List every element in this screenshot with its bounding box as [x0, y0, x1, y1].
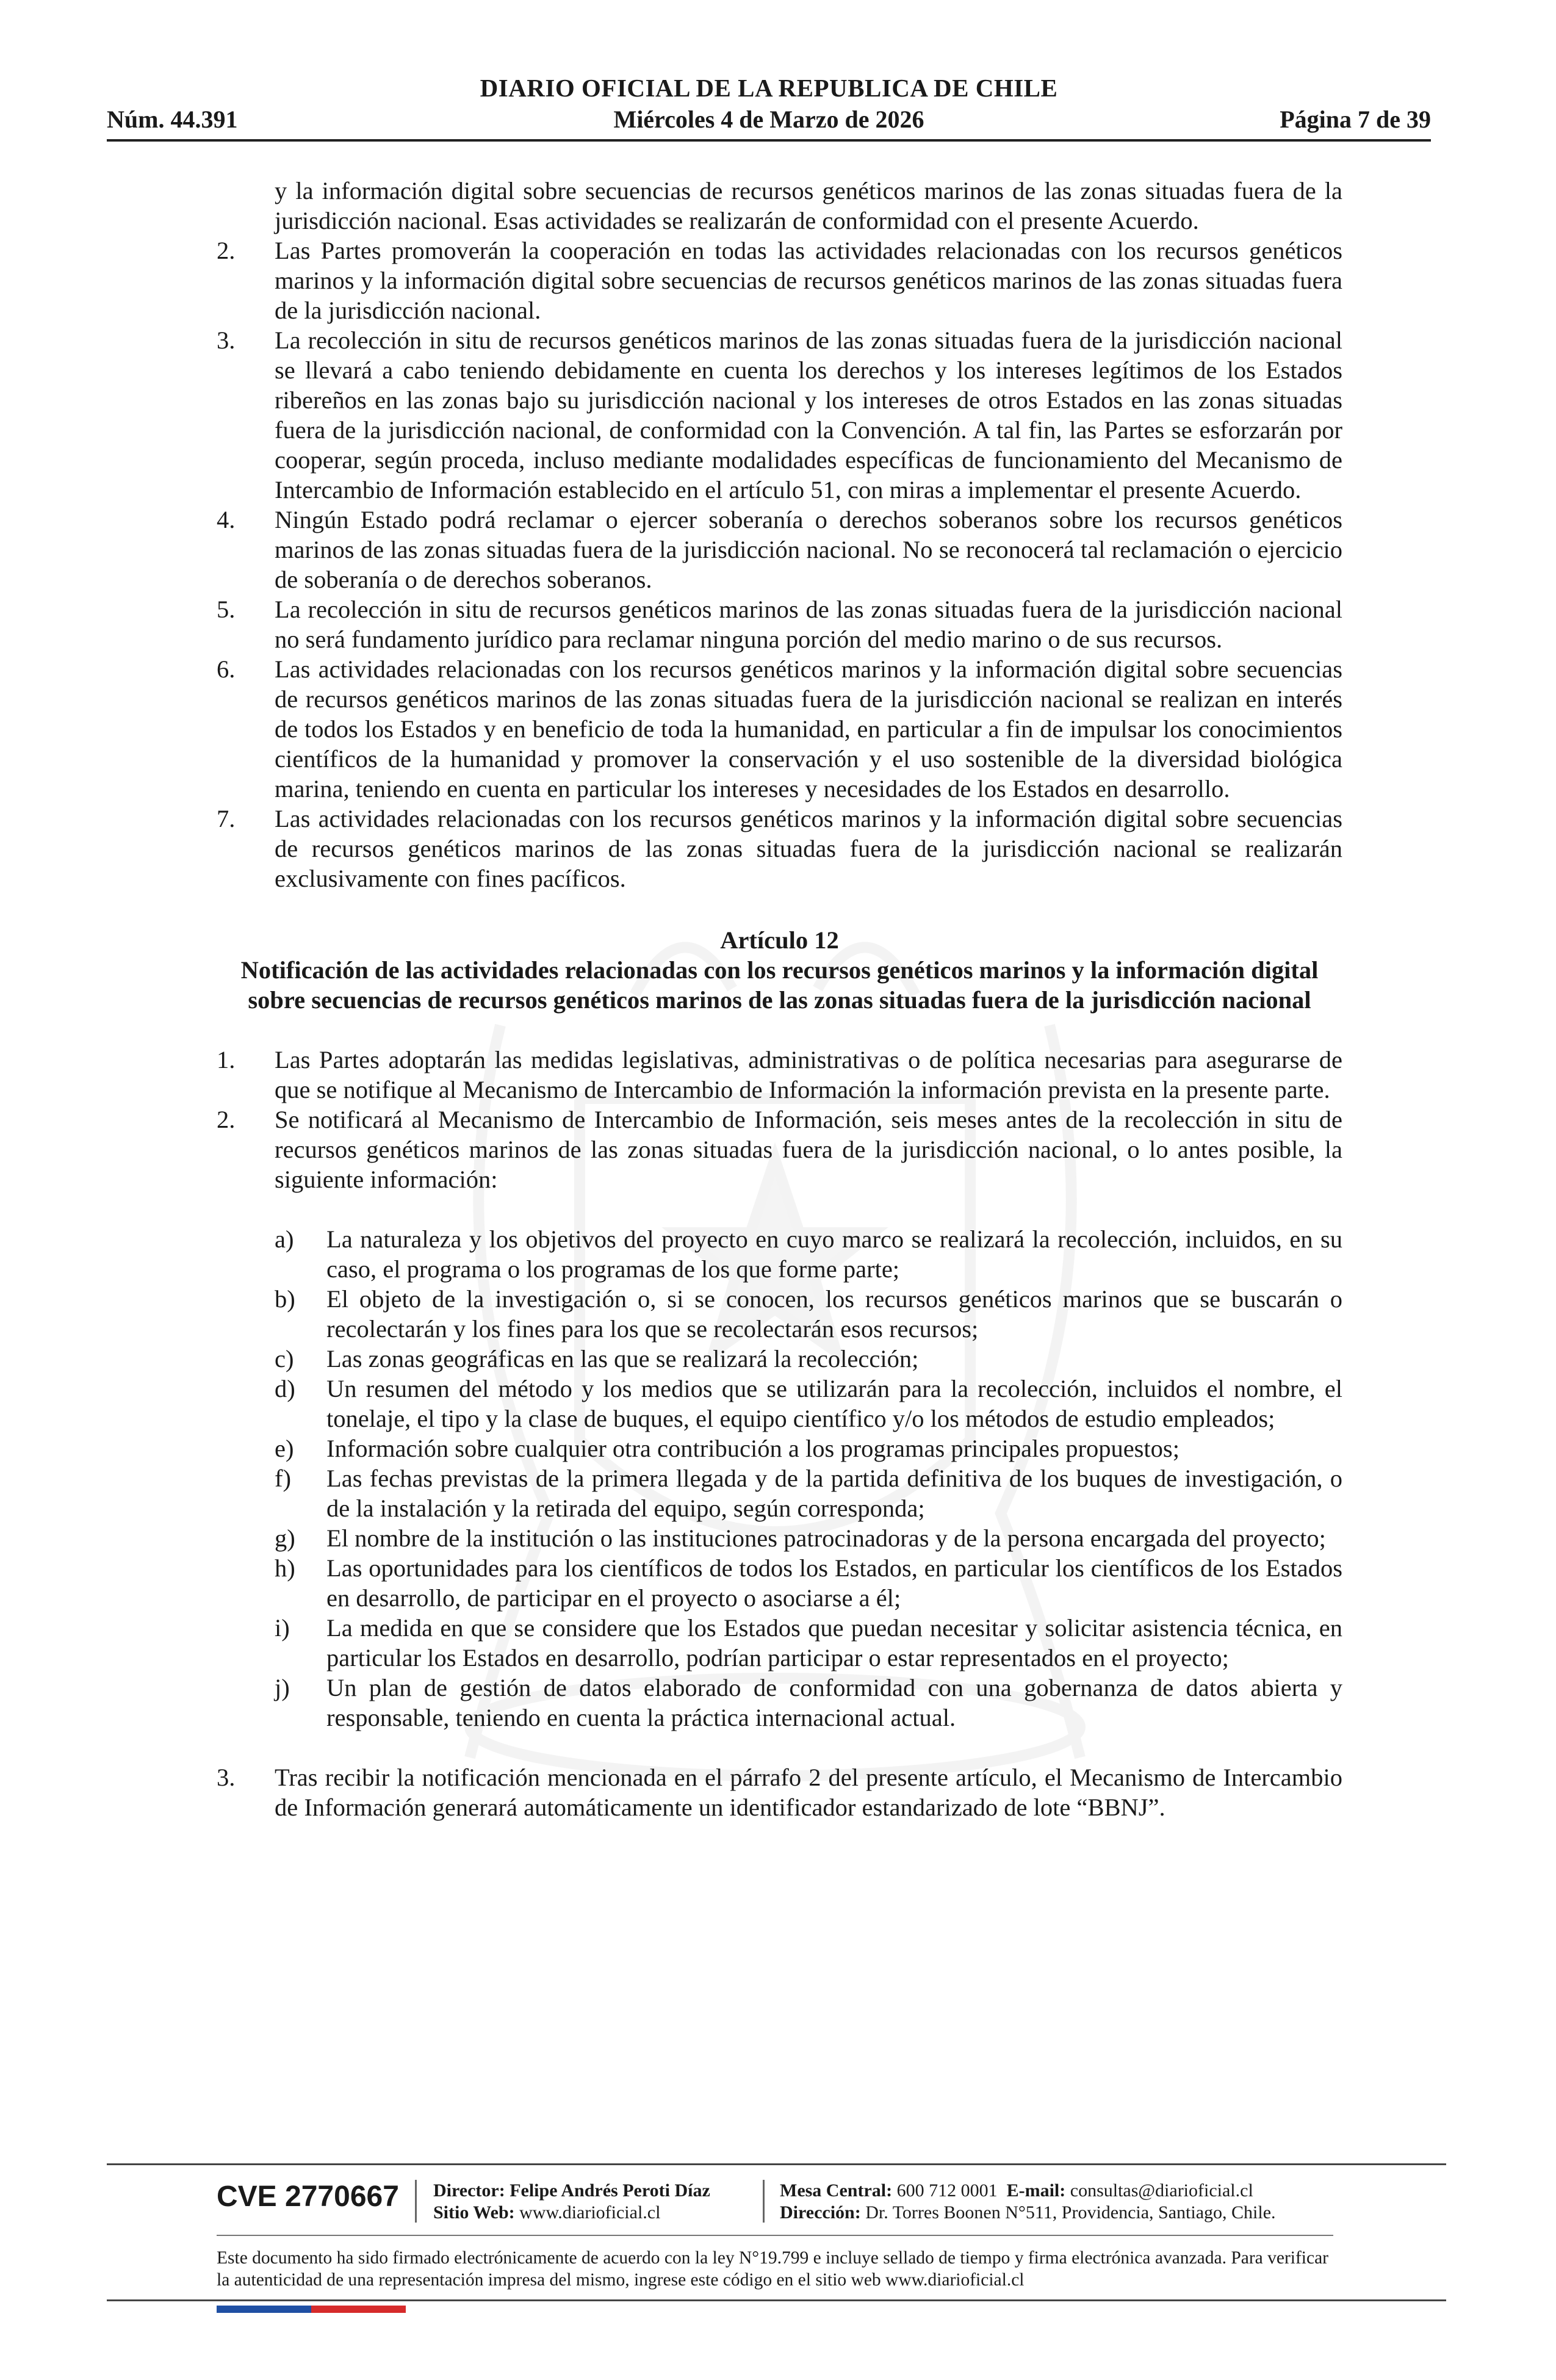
flag-stripe-red [311, 2306, 406, 2313]
paragraph-number: 5. [217, 596, 236, 623]
document-body [217, 176, 1342, 1822]
publication-title: DIARIO OFICIAL DE LA REPUBLICA DE CHILE [480, 74, 1058, 102]
item-text: Las fechas previstas de la primera llegada y de la partida definitiva de los buques de investigación, o de la instalación y la retirada del equipo, según corresponda; [326, 1465, 1342, 1522]
spacer [217, 1194, 1342, 1224]
item-text: La medida en que se considere que los Estados que puedan necesitar y solicitar asistencia técnica, en particular los Estados en desarrollo, podrían participar o estar representados en el proyecto; [326, 1614, 1342, 1671]
paragraph-text: La recolección in situ de recursos genéticos marinos de las zonas situadas fuera de la jurisdicción nacional no será fundamento jurídico para reclamar ninguna porción del medio marino o de sus recursos. [275, 596, 1342, 653]
phone-label: Mesa Central: [780, 2180, 893, 2201]
paragraph-text: La recolección in situ de recursos genéticos marinos de las zonas situadas fuera de la jurisdicción nacional se llevará a cabo teniendo debidamente en cuenta los derechos y los intereses legítimos de los Estados ribereños en las zonas bajo su jurisdicción nacional y los intereses de otros Estados en las zonas situadas fuera de la jurisdicción nacional, de conformidad con la Convención. A tal fin, las Partes se esforzarán por cooperar, según proceda, incluso mediante modalidades específicas de funcionamiento del Mecanismo de Intercambio de Información establecido en el artículo 51, con miras a implementar el presente Acuerdo. [275, 326, 1342, 503]
footer-rule [107, 2163, 1446, 2165]
item-text: Un plan de gestión de datos elaborado de conformidad con una gobernanza de datos abierta y responsable, teniendo en cuenta la práctica internacional actual. [326, 1674, 1342, 1731]
item-letter: f) [275, 1465, 291, 1492]
item-text: El objeto de la investigación o, si se conocen, los recursos genéticos marinos que se buscarán o recolectarán y los fines para los que se recolectarán esos recursos; [326, 1285, 1342, 1343]
item-letter: i) [275, 1614, 290, 1642]
article-heading: Artículo 12 [720, 926, 839, 954]
paragraph-text: Tras recibir la notificación mencionada en el párrafo 2 del presente artículo, el Mecanismo de Intercambio de Información generará automáticamente un identificador estandarizado de lote “BBNJ”. [275, 1764, 1342, 1821]
paragraph-number: 4. [217, 506, 236, 533]
list-item [217, 1553, 1342, 1613]
list-item [217, 1224, 1342, 1284]
paragraph-number: 6. [217, 655, 236, 683]
item-text: La naturaleza y los objetivos del proyecto en cuyo marco se realizará la recolección, incluidos, en su caso, el programa o los programas de los que forme parte; [326, 1225, 1342, 1283]
paragraph-text: Ningún Estado podrá reclamar o ejercer soberanía o derechos soberanos sobre los recursos genéticos marinos de las zonas situadas fuera de la jurisdicción nacional. No se reconocerá tal reclamación o ejercicio de soberanía o de derechos soberanos. [275, 506, 1342, 593]
address-value: Dr. Torres Boonen N°511, Providencia, Santiago, Chile. [865, 2202, 1276, 2223]
list-item [217, 1284, 1342, 1344]
site-label: Sitio Web: [433, 2202, 515, 2223]
item-letter: h) [275, 1554, 295, 1582]
article-title: Notificación de las actividades relacionadas con los recursos genéticos marinos y la información digital sobre secuencias de recursos genéticos marinos de las zonas situadas fuera de la jurisdicción nacional [240, 956, 1319, 1014]
paragraph-continuation: y la información digital sobre secuencias de recursos genéticos marinos de las zonas situadas fuera de la jurisdicción nacional. Esas actividades se realizarán de conformidad con el presente Acuerdo. [275, 177, 1342, 234]
paragraph-text: Las actividades relacionadas con los recursos genéticos marinos y la información digital sobre secuencias de recursos genéticos marinos de las zonas situadas fuera de la jurisdicción nacional se realizan en interés de todos los Estados y en beneficio de toda la humanidad, en particular a fin de impulsar los conocimientos científicos de la humanidad y promover la conservación y el uso sostenible de la diversidad biológica marina, teniendo en cuenta en particular los intereses y necesidades de los Estados en desarrollo. [275, 655, 1342, 802]
art11-paragraph [217, 325, 1342, 505]
list-item [217, 1613, 1342, 1673]
director-label: Director: [433, 2180, 505, 2201]
page-header [107, 73, 1431, 146]
art11-paragraph [217, 236, 1342, 325]
list-item [217, 1433, 1342, 1463]
address-label: Dirección: [780, 2202, 861, 2223]
header-rule [107, 139, 1431, 142]
art12-paragraph [217, 1762, 1342, 1822]
art11-paragraph [217, 594, 1342, 654]
item-text: Las zonas geográficas en las que se realizará la recolección; [326, 1345, 919, 1372]
paragraph-number: 2. [217, 1106, 236, 1133]
art12-paragraph [217, 1105, 1342, 1194]
list-item [217, 1673, 1342, 1733]
issue-date: Miércoles 4 de Marzo de 2026 [613, 106, 924, 133]
paragraph-number: 7. [217, 805, 236, 832]
legal-notice: Este documento ha sido firmado electrónicamente de acuerdo con la ley N°19.799 e incluye sellado de tiempo y firma electrónica avanzada. Para verificar la autenticidad de una representación impresa del mismo, ingrese este código en el sitio web www.diarioficial.cl [217, 2248, 1328, 2290]
paragraph-number: 2. [217, 237, 236, 264]
item-letter: c) [275, 1345, 294, 1372]
footer-director-block [433, 2180, 710, 2224]
phone-value: 600 712 0001 [896, 2180, 998, 2201]
spacer [217, 1015, 1342, 1045]
art11-paragraph [217, 505, 1342, 594]
paragraph-number: 3. [217, 1764, 236, 1791]
footer-rule [217, 2235, 1333, 2236]
issue-number: Núm. 44.391 [107, 106, 238, 133]
list-item [217, 1344, 1342, 1374]
paragraph-number: 3. [217, 326, 236, 354]
flag-stripe-blue [217, 2306, 311, 2313]
page-indicator: Página 7 de 39 [1280, 106, 1431, 133]
paragraph-number: 1. [217, 1046, 236, 1073]
item-text: Información sobre cualquier otra contribución a los programas principales propuestos; [326, 1435, 1180, 1462]
item-letter: d) [275, 1375, 295, 1402]
item-letter: e) [275, 1435, 294, 1462]
item-letter: g) [275, 1524, 295, 1552]
site-link[interactable]: www.diarioficial.cl [519, 2202, 661, 2223]
list-item [217, 1374, 1342, 1433]
footer-divider [763, 2180, 765, 2223]
item-letter: a) [275, 1225, 294, 1253]
paragraph-text: Se notificará al Mecanismo de Intercambio de Información, seis meses antes de la recolección in situ de recursos genéticos marinos de las zonas situadas fuera de la jurisdicción nacional, o lo antes posible, la siguiente información: [275, 1106, 1342, 1193]
item-letter: j) [275, 1674, 290, 1701]
email-link[interactable]: consultas@diarioficial.cl [1070, 2180, 1253, 2201]
paragraph-text: Las Partes adoptarán las medidas legislativas, administrativas o de política necesarias para asegurarse de que se notifique al Mecanismo de Intercambio de Información la información prevista en la presente parte. [275, 1046, 1342, 1103]
item-text: El nombre de la institución o las instituciones patrocinadoras y de la persona encargada del proyecto; [326, 1524, 1326, 1552]
spacer [217, 1733, 1342, 1762]
director-name: Felipe Andrés Peroti Díaz [510, 2180, 710, 2201]
art11-paragraph [217, 804, 1342, 893]
paragraph-text: Las Partes promoverán la cooperación en todas las actividades relacionadas con los recursos genéticos marinos y la información digital sobre secuencias de recursos genéticos marinos de las zonas situadas fuera de la jurisdicción nacional. [275, 237, 1342, 324]
footer-contact-block [780, 2180, 1276, 2224]
footer-divider [415, 2180, 417, 2223]
item-letter: b) [275, 1285, 295, 1313]
art11-paragraph [217, 654, 1342, 804]
item-text: Un resumen del método y los medios que se utilizarán para la recolección, incluidos el nombre, el tonelaje, el tipo y la clase de buques, el equipo científico y/o los métodos de estudio empleados; [326, 1375, 1342, 1432]
paragraph-text: Las actividades relacionadas con los recursos genéticos marinos y la información digital sobre secuencias de recursos genéticos marinos de las zonas situadas fuera de la jurisdicción nacional se realizarán exclusivamente con fines pacíficos. [275, 805, 1342, 892]
footer-rule [107, 2299, 1446, 2301]
list-item [217, 1463, 1342, 1523]
item-text: Las oportunidades para los científicos de todos los Estados, en particular los científicos de los Estados en desarrollo, de participar en el proyecto o asociarse a él; [326, 1554, 1342, 1612]
list-item [217, 1523, 1342, 1553]
art12-paragraph [217, 1045, 1342, 1105]
email-label: E-mail: [1006, 2180, 1066, 2201]
cve-code: CVE 2770667 [217, 2180, 399, 2213]
